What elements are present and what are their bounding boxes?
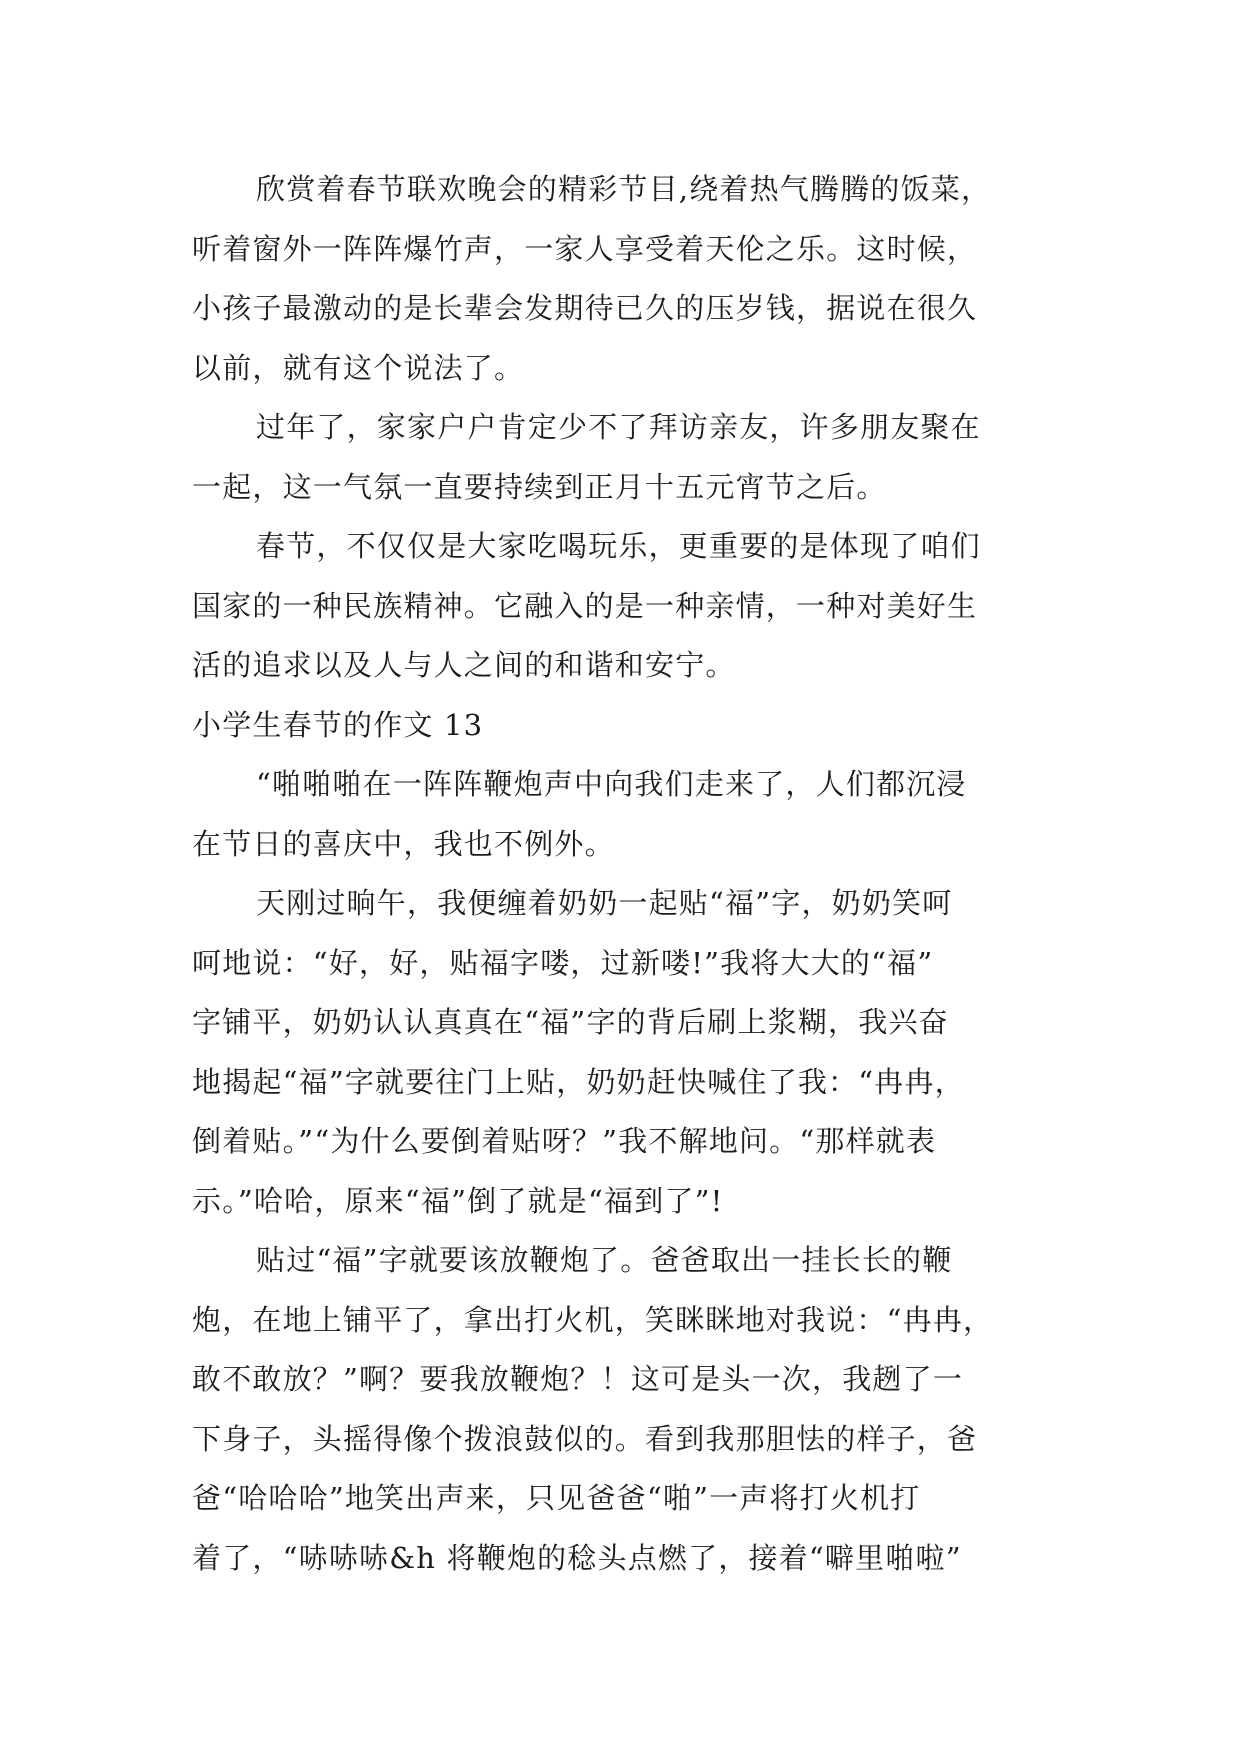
paragraph-line: 示。”哈哈，原来“福”倒了就是“福到了”!	[192, 1183, 724, 1218]
paragraph-line: 在节日的喜庆中，我也不例外。	[192, 826, 615, 861]
paragraph-line: 以前，就有这个说法了。	[192, 350, 525, 385]
paragraph-line: 小孩子最激动的是长辈会发期待已久的压岁钱，据说在很久	[192, 291, 978, 325]
paragraph-line: 炮，在地上铺平了，拿出打火机，笑眯眯地对我说：“冉冉，	[192, 1302, 994, 1337]
paragraph-line: 倒着贴。”“为什么要倒着贴呀？”我不解地问。“那样就表	[192, 1124, 937, 1158]
paragraph-line: 敢不敢放？”啊？要我放鞭炮？！这可是头一次，我趔了一	[192, 1362, 964, 1396]
paragraph-line: 春节，不仅仅是大家吃喝玩乐，更重要的是体现了咱们	[256, 529, 981, 563]
section-heading: 小学生春节的作文 13	[192, 707, 484, 742]
paragraph-line: 国家的一种民族精神。它融入的是一种亲情，一种对美好生	[192, 588, 978, 623]
paragraph-line: 活的追求以及人与人之间的和谐和安宁。	[192, 648, 736, 682]
paragraph-line: 听着窗外一阵阵爆竹声，一家人享受着天伦之乐。这时候，	[192, 231, 978, 266]
document-body	[192, 160, 1072, 1588]
paragraph-line: 爸“哈哈哈”地笑出声来，只见爸爸“啪”一声将打火机打	[192, 1481, 921, 1515]
paragraph-line: 着了，“哧哧哧&h 将鞭炮的稔头点燃了，接着“噼里啪啦”	[192, 1540, 962, 1575]
paragraph-line: 天刚过晌午，我便缠着奶奶一起贴“福”字，奶奶笑呵	[256, 886, 953, 920]
paragraph-line: 贴过“福”字就要该放鞭炮了。爸爸取出一挂长长的鞭	[256, 1243, 953, 1277]
paragraph-line: 一起，这一气氛一直要持续到正月十五元宵节之后。	[192, 469, 887, 504]
paragraph-line: 字铺平，奶奶认认真真在“福”字的背后刷上浆糊，我兴奋	[192, 1005, 949, 1039]
paragraph-line: 呵地说：“好，好，贴福字喽，过新喽!”我将大大的“福”	[192, 945, 934, 980]
paragraph-line: “啪啪啪在一阵阵鞭炮声中向我们走来了，人们都沉浸	[256, 767, 967, 801]
paragraph-line: 地揭起“福”字就要往门上贴，奶奶赶快喊住了我：“冉冉，	[192, 1064, 965, 1099]
paragraph-line: 下身子，头摇得像个拨浪鼓似的。看到我那胆怯的样子，爸	[192, 1421, 978, 1456]
paragraph-line: 过年了，家家户户肯定少不了拜访亲友，许多朋友聚在	[256, 410, 981, 444]
paragraph-line: 欣赏着春节联欢晚会的精彩节目,绕着热气腾腾的饭菜，	[256, 172, 992, 206]
